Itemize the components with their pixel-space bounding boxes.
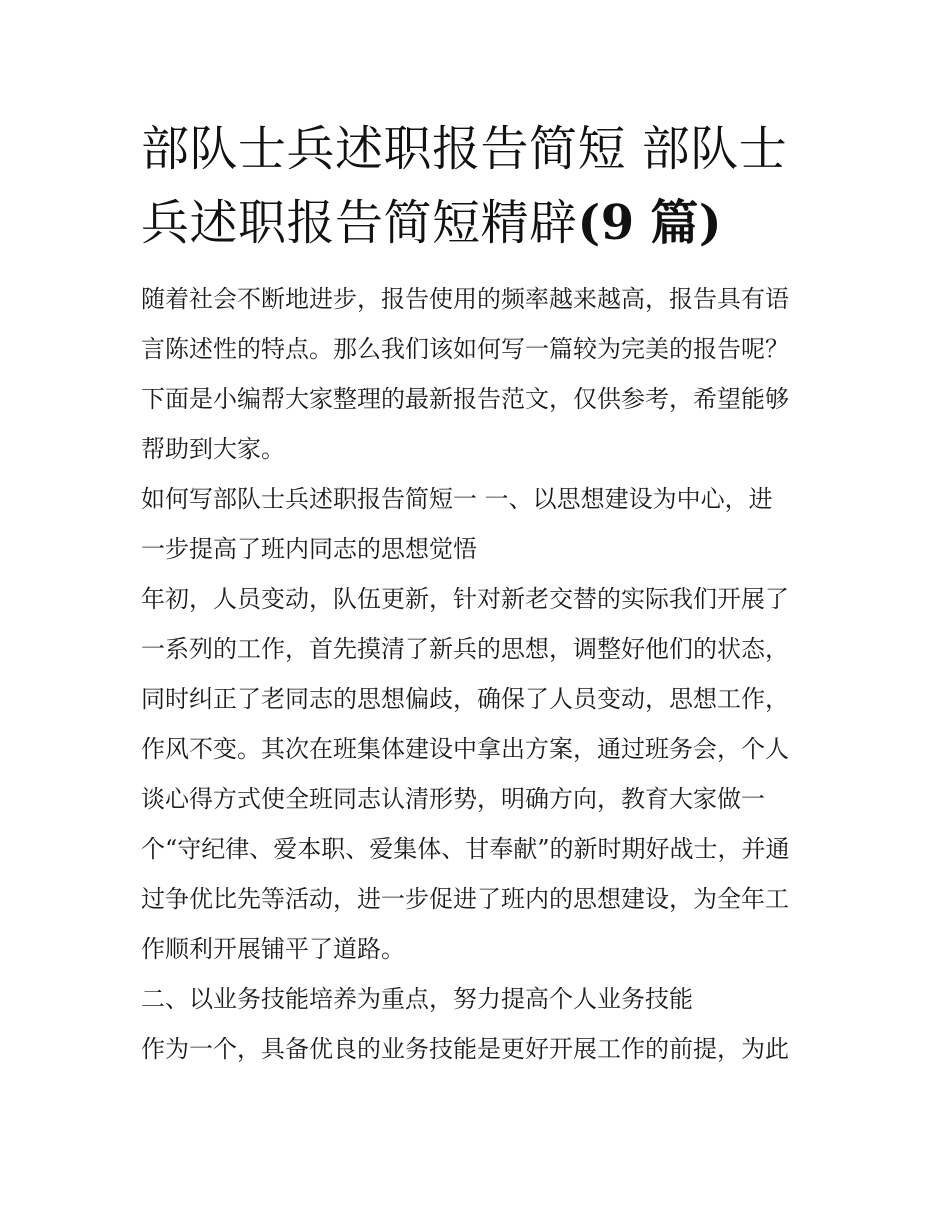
title-line: 部队士兵述职报告简短 部队士 — [141, 121, 788, 177]
text-line: 作顺利开展铺平了道路。 — [141, 935, 405, 963]
document-body — [141, 274, 813, 1074]
text-line: 年初，人员变动，队伍更新，针对新老交替的实际我们开展了 — [141, 585, 789, 613]
text-line: 作为一个，具备优良的业务技能是更好开展工作的前提，为此 — [141, 1035, 789, 1063]
title-line — [141, 186, 813, 260]
document-title — [141, 112, 813, 260]
text-line: 个“守纪律、爱本职、爱集体、甘奉献”的新时期好战士，并通 — [141, 835, 790, 863]
text-line: 言陈述性的特点。那么我们该如何写一篇较为完美的报告呢？ — [141, 335, 789, 363]
text-line: 谈心得方式使全班同志认清形势，明确方向，教育大家做一 — [141, 785, 765, 813]
text-line: 一步提高了班内同志的思想觉悟 — [141, 535, 477, 563]
text-line: 作风不变。其次在班集体建设中拿出方案，通过班务会，个人 — [141, 735, 789, 763]
text-line: 过争优比先等活动，进一步促进了班内的思想建设，为全年工 — [141, 885, 789, 913]
text-line: 如何写部队士兵述职报告简短一 一、以思想建设为中心，进 — [141, 485, 773, 513]
document-content — [141, 112, 813, 1074]
title-line-text: 兵述职报告简短精辟 — [141, 195, 578, 251]
text-line: 二、以业务技能培养为重点，努力提高个人业务技能 — [141, 985, 693, 1013]
text-line: 一系列的工作，首先摸清了新兵的思想，调整好他们的状态， — [141, 635, 789, 663]
text-line: 随着社会不断地进步，报告使用的频率越来越高，报告具有语 — [141, 285, 789, 313]
title-count-open: (9 — [577, 195, 635, 251]
paragraph-heading-two — [141, 974, 813, 1024]
paragraph-body-two — [141, 1024, 813, 1074]
paragraph-body-one — [141, 574, 813, 974]
text-line: 下面是小编帮大家整理的最新报告范文，仅供参考，希望能够 — [141, 385, 789, 413]
text-line: 帮助到大家。 — [141, 435, 285, 463]
paragraph-intro — [141, 274, 813, 474]
text-line: 同时纠正了老同志的思想偏歧，确保了人员变动，思想工作， — [141, 685, 789, 713]
paragraph-heading-one — [141, 474, 813, 574]
title-count-close: 篇) — [650, 195, 723, 251]
